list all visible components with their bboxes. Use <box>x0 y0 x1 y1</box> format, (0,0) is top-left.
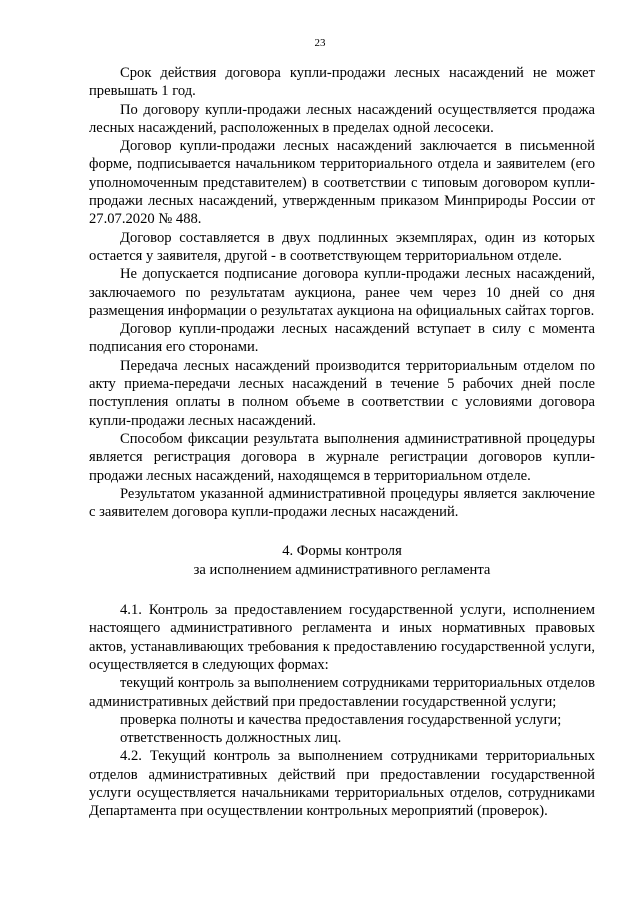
section-heading <box>89 542 595 579</box>
section-heading-title: 4. Формы контроля <box>282 543 402 560</box>
list-item-completeness-check: проверка полноты и качества предоставления государственной услуги; <box>120 711 562 728</box>
paragraph-sale-scope: По договору купли-продажи лесных насаждений осуществляется продажа лесных насаждений, расположенных в пределах одной лесосеки. <box>89 101 595 136</box>
page-number: 23 <box>314 37 326 49</box>
paragraph-signing-restriction: Не допускается подписание договора купли-продажи лесных насаждений, заключаемого по результатам аукциона, ранее чем через 10 дней со дня размещения информации о результатах аукциона на официальных сайтах торгов. <box>89 266 595 319</box>
paragraph-transfer: Передача лесных насаждений производится территориальным отделом по акту приема-передачи лесных насаждений в течение 5 рабочих дней после поступления оплаты в полном объеме в соответствии с условиями договора купли-продажи лесных насаждений. <box>89 357 595 429</box>
list-item-responsibility: ответственность должностных лиц. <box>120 730 342 747</box>
paragraph-control-forms: 4.1. Контроль за предоставлением государственной услуги, исполнением настоящего административного регламента и иных нормативных правовых актов, устанавливающих требования к предоставлению государственной услуги, осуществляется в следующих формах: <box>89 602 595 673</box>
document-body <box>89 64 595 821</box>
paragraph-effective-date: Договор купли-продажи лесных насаждений вступает в силу с момента подписания его сторонами. <box>89 321 595 356</box>
paragraph-result: Результатом указанной административной процедуры является заключение с заявителем договора купли-продажи лесных насаждений. <box>89 485 595 521</box>
paragraph-written-form: Договор купли-продажи лесных насаждений заключается в письменной форме, подписывается начальником территориального отдела и заявителем (его уполномоченным представителем) в соответствии с типовым договором купли-продажи лесных насаждений, утвержденным приказом Минприроды России от 27.07.2020 № 488. <box>89 138 595 228</box>
list-item-current-control: текущий контроль за выполнением сотрудниками территориальных отделов административных действий при предоставлении государственной услуги; <box>89 675 595 710</box>
paragraph-copies: Договор составляется в двух подлинных экземплярах, один из которых остается у заявителя, другой - в соответствующем территориальном отделе. <box>89 229 595 264</box>
paragraph-fixation-method: Способом фиксации результата выполнения административной процедуры является регистрация договора в журнале регистрации договоров купли-продажи лесных насаждений, находящемся в территориальном отделе. <box>89 430 595 484</box>
paragraph-contract-term: Срок действия договора купли-продажи лесных насаждений не может превышать 1 год. <box>89 65 595 100</box>
paragraph-current-control: 4.2. Текущий контроль за выполнением сотрудниками территориальных отделов административных действий при предоставлении государственной услуги осуществляется начальниками территориальных отделов, сотрудниками Департамента при осуществлении контрольных мероприятий (проверок). <box>89 748 595 820</box>
section-heading-subtitle: за исполнением административного регламента <box>193 561 491 578</box>
